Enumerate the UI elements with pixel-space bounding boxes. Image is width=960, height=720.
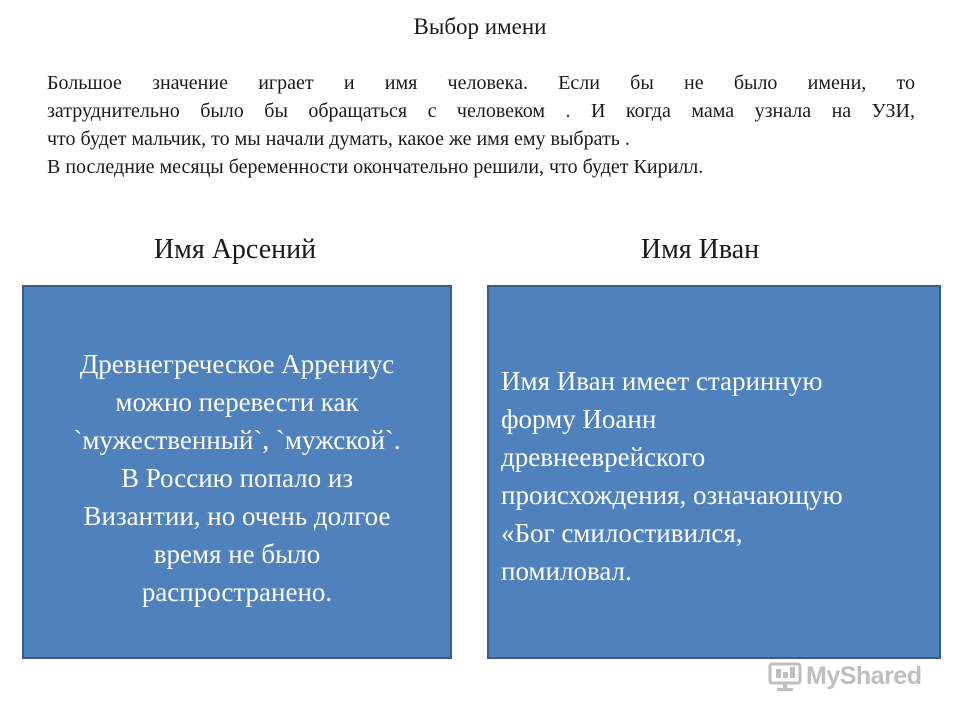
card-ivan-line: помиловал. (501, 556, 632, 586)
card-ivan-line: Имя Иван имеет старинную (501, 366, 823, 396)
myshared-watermark (768, 656, 921, 696)
card-ivan (487, 285, 941, 659)
presentation-board-icon (768, 660, 802, 692)
card-arseniy-line: В Россию попало из (120, 463, 354, 493)
card-ivan-line: происхождения, означающую (501, 480, 843, 510)
card-arseniy-line: можно перевести как (115, 387, 359, 417)
intro-line-1: Большое значение играет и имя человека. Если бы не было имени, то (47, 72, 915, 94)
intro-paragraph (47, 69, 915, 181)
card-arseniy (22, 285, 452, 659)
intro-line-4: В последние месяцы беременности окончательно решили, что будет Кирилл. (47, 156, 704, 178)
card-arseniy-line: Древнегреческое Аррениус (79, 349, 395, 379)
intro-line-3: что будет мальчик, то мы начали думать, какое же имя ему выбрать . (47, 128, 630, 150)
heading-arseniy: Имя Арсений (153, 234, 317, 265)
watermark-text: MyShared (806, 661, 922, 690)
card-arseniy-line: `мужественный`, `мужской`. (73, 425, 401, 455)
card-ivan-line: древнееврейского (501, 442, 706, 472)
card-arseniy-line: Византии, но очень долгое (83, 501, 391, 531)
card-arseniy-line: распространено. (141, 577, 333, 607)
slide-title: Выбор имени (413, 14, 547, 39)
card-arseniy-line: время не было (153, 539, 321, 569)
card-ivan-line: «Бог смилостивился, (501, 518, 743, 548)
intro-line-2: затруднительно было бы обращаться с человеком . И когда мама узнала на УЗИ, (47, 100, 915, 122)
card-ivan-line: форму Иоанн (501, 404, 657, 434)
heading-ivan: Имя Иван (640, 234, 760, 265)
